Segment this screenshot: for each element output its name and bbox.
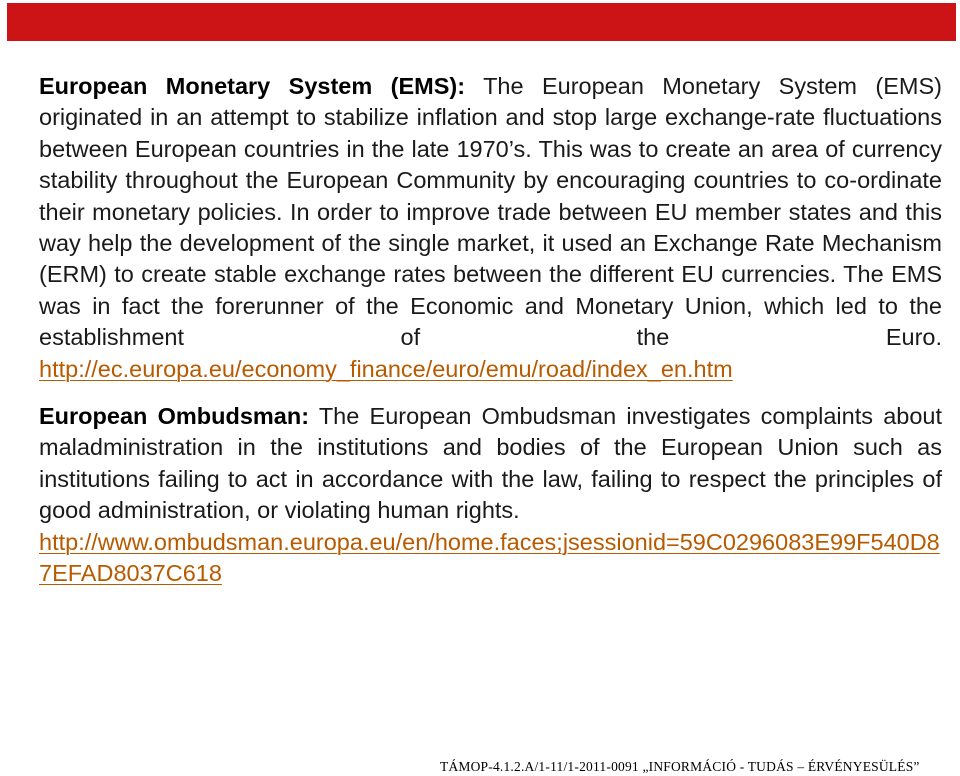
ems-link[interactable]: http://ec.europa.eu/economy_finance/euro/emu/road/index_en.htm bbox=[39, 355, 733, 382]
ombudsman-definition: The European Ombudsman investigates complaints about maladministration in the institutions and bodies of the European Union such as institutions failing to act in accordance with the law, failing to respect the principles of good administration, or violating human rights. bbox=[39, 403, 942, 524]
ombudsman-paragraph bbox=[39, 401, 942, 527]
ombudsman-link-row bbox=[39, 527, 942, 590]
ombudsman-term: European Ombudsman: bbox=[39, 403, 310, 430]
ems-term: European Monetary System (EMS): bbox=[39, 73, 466, 99]
slide-content bbox=[39, 71, 942, 590]
ems-link-row bbox=[39, 354, 942, 385]
ems-paragraph bbox=[39, 71, 942, 354]
top-red-bar bbox=[7, 3, 956, 41]
footer-project-code: TÁMOP-4.1.2.A/1-11/1-2011-0091 „INFORMÁCIÓ - TUDÁS – ÉRVÉNYESÜLÉS” bbox=[440, 759, 920, 774]
paragraph-gap bbox=[39, 385, 942, 401]
ems-definition: The European Monetary System (EMS) originated in an attempt to stabilize inflation and stop large exchange-rate fluctuations between European countries in the late 1970’s. This was to create an area of currency stability throughout the European Community by encouraging countries to co-ordinate their monetary policies. In order to improve trade between EU member states and this way help the development of the single market, it used an Exchange Rate Mechanism (ERM) to create stable exchange rates between the different EU currencies. The EMS was in fact the forerunner of the Economic and Monetary Union, which led to the establishment of the Euro. bbox=[39, 73, 942, 351]
ombudsman-link[interactable]: http://www.ombudsman.europa.eu/en/home.faces;jsessionid=59C0296083E99F540D87EFAD8037C618 bbox=[39, 528, 940, 587]
